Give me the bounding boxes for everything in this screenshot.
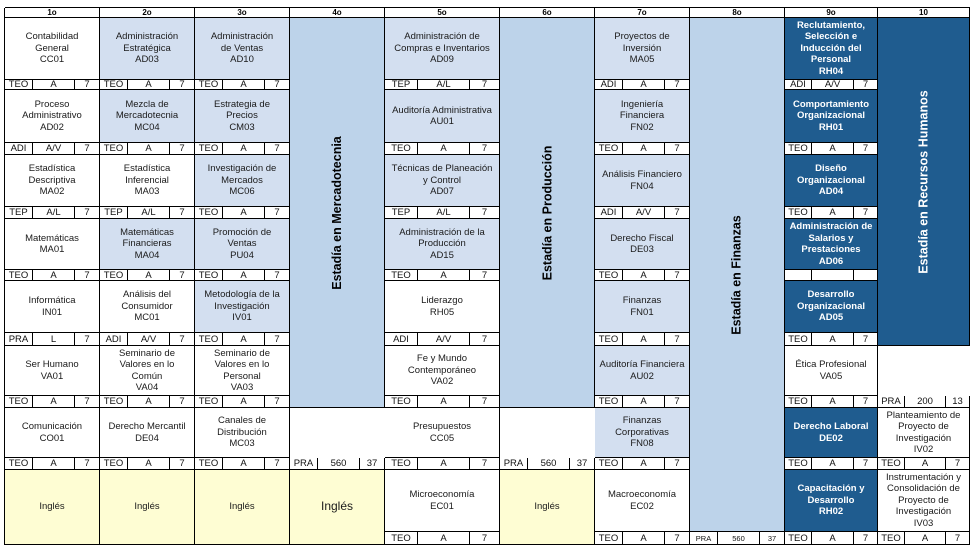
course-meta: A (812, 396, 854, 408)
course-meta: 7 (665, 333, 690, 346)
course-meta: A (33, 396, 75, 408)
course-meta: A (623, 143, 665, 155)
stay-block (690, 18, 785, 532)
course-meta: A (812, 532, 854, 545)
course-meta: TEO (878, 458, 905, 470)
stay-block (500, 18, 595, 408)
course-meta: 7 (265, 143, 290, 155)
course-cell: Administración Estratégica AD03 (100, 18, 195, 80)
course-meta: A (418, 396, 470, 408)
course-cell: Estadística Inferencial MA03 (100, 155, 195, 207)
course-meta: A (812, 143, 854, 155)
course-meta: TEO (785, 458, 812, 470)
semester-header: 3o (195, 8, 290, 18)
course-cell: Análisis del Consumidor MC01 (100, 281, 195, 333)
course-meta: ADI (100, 333, 128, 346)
course-meta: TEO (100, 458, 128, 470)
course-meta: 7 (470, 458, 500, 470)
course-cell: Proceso Administrativo AD02 (5, 90, 100, 143)
course-meta: PRA (500, 458, 528, 470)
course-cell: Comunicación CO01 (5, 408, 100, 458)
course-meta: TEP (5, 207, 33, 219)
course-cell: Inglés (5, 470, 100, 545)
course-meta: L (33, 333, 75, 346)
course-meta: 560 (318, 458, 360, 470)
course-meta: A (223, 333, 265, 346)
course-cell: Análisis Financiero FN04 (595, 155, 690, 207)
course-meta: 7 (470, 270, 500, 281)
course-meta: 37 (360, 458, 385, 470)
course-meta: A (418, 532, 470, 545)
course-meta: 7 (170, 143, 195, 155)
course-meta: 7 (75, 80, 100, 90)
course-cell: Capacitación y Desarrollo RH02 (785, 470, 878, 532)
course-meta: 7 (665, 458, 690, 470)
course-meta: ADI (785, 80, 812, 90)
course-meta: 7 (854, 396, 878, 408)
course-cell: Ética Profesional VA05 (785, 346, 878, 396)
course-meta: 560 (528, 458, 570, 470)
course-meta: A/V (623, 207, 665, 219)
course-meta: TEO (5, 270, 33, 281)
course-meta: TEO (785, 532, 812, 545)
course-meta: A/L (418, 207, 470, 219)
course-cell: Derecho Mercantil DE04 (100, 408, 195, 458)
course-cell: Derecho Laboral DE02 (785, 408, 878, 458)
course-cell: Técnicas de Planeación y Control AD07 (385, 155, 500, 207)
course-meta: 7 (665, 396, 690, 408)
course-meta: 7 (170, 207, 195, 219)
course-meta: 7 (75, 333, 100, 346)
course-meta: 7 (265, 207, 290, 219)
course-meta: 200 (905, 396, 946, 408)
course-meta: TEO (785, 333, 812, 346)
course-meta: PRA (878, 396, 905, 408)
course-meta: TEO (385, 143, 418, 155)
semester-header: 4o (290, 8, 385, 18)
course-meta: A (33, 458, 75, 470)
course-meta: 7 (265, 270, 290, 281)
course-meta: 7 (170, 396, 195, 408)
course-meta: A/V (128, 333, 170, 346)
course-cell: Informática IN01 (5, 281, 100, 333)
course-cell: Promoción de Ventas PU04 (195, 219, 290, 270)
course-meta: 7 (665, 532, 690, 545)
course-meta: 7 (75, 270, 100, 281)
course-cell: Comportamiento Organizacional RH01 (785, 90, 878, 143)
course-meta: A (33, 80, 75, 90)
course-meta: 7 (265, 80, 290, 90)
course-meta: A (223, 270, 265, 281)
course-meta: A (623, 333, 665, 346)
course-meta: TEO (595, 143, 623, 155)
course-meta: A (223, 396, 265, 408)
course-cell: Finanzas FN01 (595, 281, 690, 333)
course-meta (812, 270, 854, 281)
course-meta: A (418, 270, 470, 281)
course-meta: PRA (5, 333, 33, 346)
course-meta: A (812, 207, 854, 219)
course-cell: Auditoría Administrativa AU01 (385, 90, 500, 143)
course-meta: 7 (75, 458, 100, 470)
course-cell: Seminario de Valores en lo Personal VA03 (195, 346, 290, 396)
course-cell: Inglés (500, 470, 595, 545)
course-cell: Fe y Mundo Contemporáneo VA02 (385, 346, 500, 396)
course-meta: TEO (385, 458, 418, 470)
course-meta: 7 (854, 532, 878, 545)
course-meta: 7 (170, 458, 195, 470)
course-meta: A (223, 207, 265, 219)
course-meta: TEP (385, 207, 418, 219)
course-cell: Planteamiento de Proyecto de Investigación IV02 (878, 408, 970, 458)
course-meta: TEP (385, 80, 418, 90)
course-meta: 7 (470, 532, 500, 545)
course-meta: ADI (595, 207, 623, 219)
course-meta: 7 (265, 458, 290, 470)
course-meta: TEO (595, 396, 623, 408)
course-meta: 7 (854, 80, 878, 90)
course-meta: TEO (5, 396, 33, 408)
stay-label: Estadía en Mercadotecnia (330, 135, 344, 290)
course-cell: Desarrollo Organizacional AD05 (785, 281, 878, 333)
course-meta: PRA (690, 532, 718, 545)
course-meta: 13 (946, 396, 970, 408)
course-meta: TEO (385, 532, 418, 545)
course-meta: A (812, 458, 854, 470)
course-meta: 7 (265, 396, 290, 408)
semester-header: 9o (785, 8, 878, 18)
course-meta: TEO (595, 458, 623, 470)
course-meta: 560 (718, 532, 760, 545)
course-cell: Instrumentación y Consolidación de Proyecto de Investigación IV03 (878, 470, 970, 532)
course-meta: A/L (128, 207, 170, 219)
course-meta: TEO (878, 532, 905, 545)
course-cell: Administración de Ventas AD10 (195, 18, 290, 80)
course-meta: A (223, 80, 265, 90)
course-meta: A (623, 532, 665, 545)
course-meta: ADI (595, 80, 623, 90)
course-meta: 7 (75, 207, 100, 219)
course-meta: A (128, 143, 170, 155)
course-meta: TEO (385, 270, 418, 281)
stay-label: Estadía en Recursos Humanos (916, 89, 931, 274)
course-meta: 7 (75, 143, 100, 155)
course-meta: A (128, 396, 170, 408)
course-meta: A (128, 270, 170, 281)
course-meta (854, 270, 878, 281)
course-meta: TEO (195, 458, 223, 470)
course-meta: 7 (665, 143, 690, 155)
course-cell: Contabilidad General CC01 (5, 18, 100, 80)
course-meta: 7 (170, 270, 195, 281)
course-meta: TEO (595, 333, 623, 346)
course-meta: TEO (195, 143, 223, 155)
stay-label: Estadía en Producción (540, 145, 555, 280)
course-cell: Seminario de Valores en lo Común VA04 (100, 346, 195, 396)
course-meta: A (223, 143, 265, 155)
course-cell: Ingeniería Financiera FN02 (595, 90, 690, 143)
course-meta: A (623, 270, 665, 281)
semester-header: 7o (595, 8, 690, 18)
course-meta (785, 270, 812, 281)
course-meta: A (905, 532, 946, 545)
course-cell: Estrategia de Precios CM03 (195, 90, 290, 143)
course-meta: A/V (33, 143, 75, 155)
course-meta: A (418, 143, 470, 155)
course-meta: 37 (760, 532, 785, 545)
course-meta: 7 (854, 458, 878, 470)
course-cell: Mezcla de Mercadotecnia MC04 (100, 90, 195, 143)
course-cell: Finanzas Corporativas FN08 (595, 408, 690, 458)
course-meta: TEO (385, 396, 418, 408)
course-meta: 7 (854, 143, 878, 155)
course-meta: A/L (33, 207, 75, 219)
course-cell: Inglés (290, 470, 385, 545)
semester-header: 8o (690, 8, 785, 18)
course-meta: TEO (785, 396, 812, 408)
semester-header: 10 (878, 8, 970, 18)
course-meta: ADI (385, 333, 418, 346)
course-cell: Presupuestos CC05 (385, 408, 500, 458)
course-cell: Inglés (195, 470, 290, 545)
course-cell: Derecho Fiscal DE03 (595, 219, 690, 270)
course-meta: 7 (854, 333, 878, 346)
stay-label: Estadía en Finanzas (730, 214, 745, 335)
stay-block (878, 18, 970, 346)
course-meta: TEO (195, 270, 223, 281)
course-meta: TEO (595, 270, 623, 281)
course-meta: A/L (418, 80, 470, 90)
course-meta: A (812, 333, 854, 346)
course-cell: Matemáticas Financieras MA04 (100, 219, 195, 270)
course-meta: 7 (854, 207, 878, 219)
course-cell: Investigación de Mercados MC06 (195, 155, 290, 207)
course-meta: 7 (470, 207, 500, 219)
course-cell: Proyectos de Inversión MA05 (595, 18, 690, 80)
course-meta: 7 (170, 333, 195, 346)
course-meta: TEO (195, 207, 223, 219)
course-meta: TEO (100, 396, 128, 408)
course-meta: A (623, 458, 665, 470)
course-cell: Administración de Salarios y Prestaciones AD06 (785, 219, 878, 270)
course-cell: Liderazgo RH05 (385, 281, 500, 333)
course-meta: A (33, 270, 75, 281)
course-meta: 7 (470, 396, 500, 408)
course-meta: 7 (470, 143, 500, 155)
course-meta: 7 (946, 532, 970, 545)
course-meta: 7 (665, 207, 690, 219)
course-meta: TEO (100, 143, 128, 155)
course-cell: Microeconomía EC01 (385, 470, 500, 532)
course-cell: Estadística Descriptiva MA02 (5, 155, 100, 207)
course-cell: Inglés (100, 470, 195, 545)
course-meta: A/V (812, 80, 854, 90)
course-cell: Metodología de la Investigación IV01 (195, 281, 290, 333)
semester-header: 5o (385, 8, 500, 18)
course-meta: 7 (665, 270, 690, 281)
course-meta: A (223, 458, 265, 470)
course-cell: Matemáticas MA01 (5, 219, 100, 270)
course-meta: TEO (100, 270, 128, 281)
course-cell: Administración de Compras e Inventarios AD09 (385, 18, 500, 80)
course-meta: 7 (170, 80, 195, 90)
course-meta: TEO (5, 80, 33, 90)
course-meta: A (905, 458, 946, 470)
course-cell: Canales de Distribución MC03 (195, 408, 290, 458)
course-meta: ADI (5, 143, 33, 155)
course-cell: Macroeconomía EC02 (595, 470, 690, 532)
course-meta: 7 (470, 333, 500, 346)
course-cell: Auditoría Financiera AU02 (595, 346, 690, 396)
course-meta: TEO (195, 333, 223, 346)
course-meta: A (623, 396, 665, 408)
course-meta: A (623, 80, 665, 90)
course-meta: TEO (785, 143, 812, 155)
course-meta: 7 (265, 333, 290, 346)
course-meta: A (128, 458, 170, 470)
course-meta: 7 (470, 80, 500, 90)
course-meta: TEO (100, 80, 128, 90)
course-cell: Ser Humano VA01 (5, 346, 100, 396)
course-cell: Reclutamiento, Selección e Inducción del Personal RH04 (785, 18, 878, 80)
course-meta: 37 (570, 458, 595, 470)
course-meta: TEO (595, 532, 623, 545)
course-meta: A (418, 458, 470, 470)
course-meta: TEO (5, 458, 33, 470)
course-meta: 7 (665, 80, 690, 90)
semester-header: 2o (100, 8, 195, 18)
stay-block (290, 18, 385, 408)
course-meta: TEP (100, 207, 128, 219)
course-cell: Administración de la Producción AD15 (385, 219, 500, 270)
semester-header: 1o (5, 8, 100, 18)
course-meta: TEO (195, 396, 223, 408)
course-meta: PRA (290, 458, 318, 470)
course-meta: 7 (946, 458, 970, 470)
course-cell: Diseño Organizacional AD04 (785, 155, 878, 207)
semester-header: 6o (500, 8, 595, 18)
course-meta: A/V (418, 333, 470, 346)
course-meta: TEO (785, 207, 812, 219)
course-meta: 7 (75, 396, 100, 408)
course-meta: A (128, 80, 170, 90)
course-meta: TEO (195, 80, 223, 90)
